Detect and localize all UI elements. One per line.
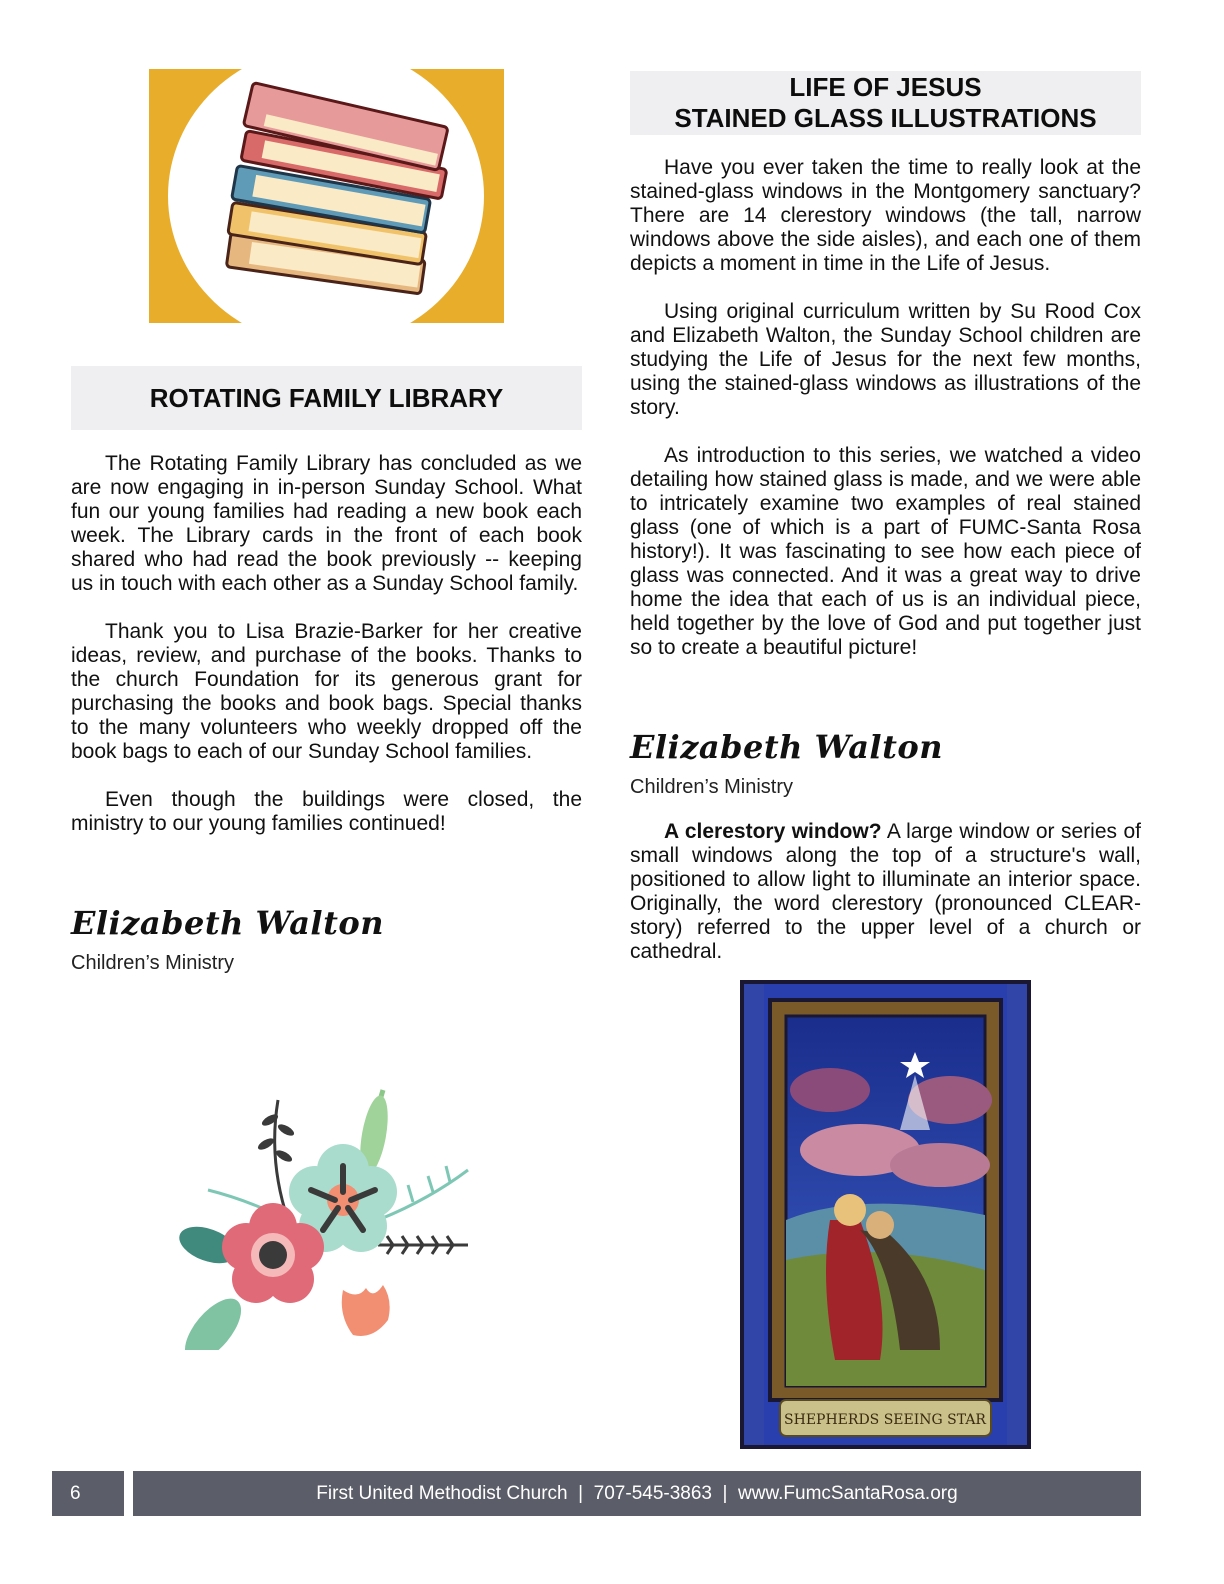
section-title: ROTATING FAMILY LIBRARY — [149, 382, 504, 413]
paragraph: Using original curriculum written by Su Rood Cox and Elizabeth Walton, the Sunday School children are studying the Life of Jesus for the next few months, using the stained-glass windows as illustrations of the story. — [630, 300, 1141, 419]
clerestory-definition — [630, 820, 1141, 964]
paragraph: Have you ever taken the time to really look at the stained-glass windows in the Montgomery sanctuary? There are 14 clerestory windows (the tall, narrow windows above the side aisles), and each one of them depicts a moment in time in the Life of Jesus. — [630, 156, 1141, 275]
right-article-body — [630, 156, 1141, 660]
stained-glass-window — [740, 980, 1031, 1449]
signature: Elizabeth Walton — [630, 728, 943, 766]
flower-illustration — [178, 1080, 478, 1350]
footer-text: First United Methodist Church | 707-545-3863 | www.FumcSantaRosa.org — [316, 1482, 958, 1504]
paragraph: The Rotating Family Library has concluded as we are now engaging in in-person Sunday School. What fun our young families had reading a new book each week. The Library cards in the front of each book shared who had read the book previously -- keeping us in touch with each other as a Sunday School family. — [71, 452, 582, 595]
books-illustration — [149, 69, 504, 323]
rotating-family-library-banner — [71, 366, 582, 430]
stack-of-books-icon — [149, 69, 504, 323]
floral-bouquet-icon — [178, 1080, 478, 1350]
page-number-text: 6 — [70, 1482, 81, 1504]
definition-paragraph — [630, 820, 1141, 964]
paragraph: Even though the buildings were closed, the ministry to our young families continued! — [71, 788, 582, 835]
life-of-jesus-banner — [630, 71, 1141, 135]
window-caption: SHEPHERDS SEEING STAR — [784, 1412, 986, 1428]
signature: Elizabeth Walton — [71, 904, 384, 942]
left-article-body — [71, 452, 582, 836]
paragraph: Thank you to Lisa Brazie-Barker for her creative ideas, review, and purchase of the books. Thanks to the church Foundation for its generous grant for purchasing the books and book bags. Special thanks to the many volunteers who weekly dropped off the book bags to each of our Sunday School families. — [71, 620, 582, 763]
signature-role: Children’s Ministry — [71, 952, 235, 974]
paragraph: As introduction to this series, we watched a video detailing how stained glass is made, and we were able to intricately examine two examples of real stained glass (one of which is a part of FUMC-Santa Rosa history!). It was fascinating to see how each piece of glass was connected. And it was a great way to drive home the idea that each of us is an individual piece, held together by the love of God and put together just so to create a beautiful picture! — [630, 444, 1141, 659]
page-number — [52, 1471, 124, 1516]
section-title-line2: STAINED GLASS ILLUSTRATIONS — [674, 103, 1097, 133]
definition-term: A clerestory window? — [664, 820, 882, 843]
section-title-line1: LIFE OF JESUS — [789, 72, 982, 102]
signature-role: Children’s Ministry — [630, 776, 794, 798]
footer-bar — [133, 1471, 1141, 1516]
definition-text: A large window or series of small windows along the top of a structure's wall, positioned to allow light to illuminate an interior space. Originally, the word clerestory (pronounced CLEAR-story) referred to the upper level of a church or cathedral. — [630, 820, 1141, 963]
